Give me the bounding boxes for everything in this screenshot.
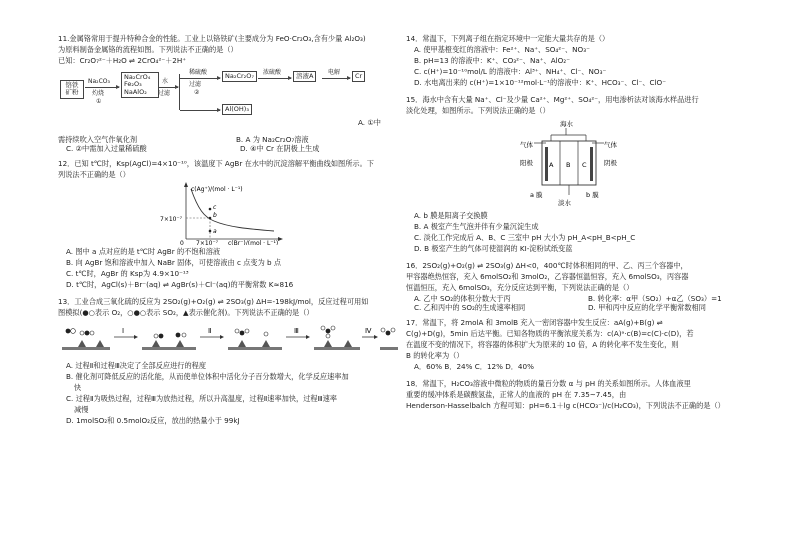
flow-filter1: 过滤	[158, 90, 171, 97]
q14-option-a: A. 使甲基橙变红的溶液中：Fe²⁺、Na⁺、SO₄²⁻、NO₃⁻	[414, 45, 590, 54]
graph-origin: 0	[180, 240, 184, 245]
stage-3	[228, 329, 282, 350]
graph-label-c: c	[213, 204, 217, 211]
catalyst-icon	[96, 340, 104, 347]
q18-stem-line1: 18．常温下，H₂CO₃溶液中微粒的物质的量百分数 α 与 pH 的关系如图所示。人体血液里	[406, 379, 691, 388]
o-atom-icon	[71, 329, 76, 334]
question-16	[406, 261, 746, 312]
q13-option-d: D. 1molSO₂和 0.5molO₂反应，放出的热量小于 99kJ	[66, 416, 240, 425]
flow-mix-2: Fe₂O₃	[124, 80, 142, 89]
stage-label-2: Ⅱ	[208, 327, 212, 335]
q11-option-c: C. ②中需加入过量稀硫酸	[66, 144, 147, 153]
membrane-a-label: a 膜	[530, 191, 543, 199]
graph-ylabel: c(Ag⁺)/(mol · L⁻¹)	[191, 186, 243, 193]
catalyst-surface-2	[142, 347, 196, 350]
q11-options-row1	[58, 135, 398, 144]
stage-final	[380, 328, 398, 350]
membrane-b-label: b 膜	[586, 191, 599, 199]
graph-label-a: a	[213, 228, 217, 235]
s-atom-icon	[240, 331, 245, 336]
q13-option-a: A. 过程Ⅱ和过程Ⅲ决定了全部反应进行的程度	[66, 361, 207, 370]
anode-electrode	[545, 147, 548, 181]
arrowhead-icon	[220, 335, 224, 339]
q17-stem-line3: 在温度不变的情况下，将容器的体积扩大为原来的 10 倍，A 的转化率不发生变化，则	[406, 340, 679, 349]
q16-stem-line2: 甲容器绝热恒容，充入 6molSO₂和 3molO₂，乙容器恒温恒容，充入 6molSO₃，丙容器	[406, 272, 689, 281]
arrowhead-icon	[306, 335, 310, 339]
graph-ytick: 7×10⁻⁷	[160, 216, 183, 223]
q17-stem-line2: C(g)+D(g)，5min 后达平衡。已知各物质的平衡浓度关系为：c(A)ᵃ·c(B)=c(C)·c(D)，若	[406, 329, 694, 338]
q13-stem-line1: 13．工业合成三氧化硫的反应为 2SO₂(g)+O₂(g) ⇌ 2SO₃(g) ΔH=-198kJ/mol，反应过程可用如	[58, 297, 369, 306]
flow-filter2: 过滤	[189, 81, 202, 88]
q15-option-a: A. b 膜是阳离子交换膜	[414, 211, 488, 220]
question-18	[406, 379, 746, 412]
q13-option-c-line1: C. 过程Ⅱ为吸热过程，过程Ⅲ为放热过程，所以升高温度，过程Ⅱ速率加快，过程Ⅲ速率	[66, 394, 337, 403]
q18-stem-line3: Henderson-Hasselbalch 方程可知：pH=6.1＋lg c(HCO₃⁻)/c(H₂CO₃)，下列说法不正确的是（）	[406, 401, 725, 410]
flow-mixture-box	[121, 72, 159, 98]
flow-cr-box: Cr	[352, 71, 365, 82]
q14-stem: 14．常温下，下列离子组在指定环境中一定能大量共存的是（）	[406, 34, 610, 43]
q11-stem-line2: 为原料制备金属铬的流程如图。下列说法不正确的是（）	[58, 45, 238, 54]
catalyst-surface-3	[228, 347, 282, 350]
catalyst-surface-1	[62, 347, 110, 350]
flow-mix-3: NaAlO₂	[124, 87, 147, 96]
q15-option-d: D. B 极室产生的气体可使湿润的 KI-淀粉试纸变蓝	[414, 244, 573, 253]
q16-options-row1	[406, 294, 746, 303]
q13-reaction-diagram	[58, 319, 398, 359]
chamber-c-label: C	[582, 161, 587, 169]
s-atom-icon	[386, 331, 391, 336]
catalyst-icon	[176, 340, 184, 347]
catalyst-icon	[78, 340, 86, 347]
s-atom-icon	[326, 329, 331, 334]
stage-2	[142, 333, 196, 350]
flow-hcl: 浓硫酸	[263, 69, 282, 76]
flow-s1-top: Na₂CO₃	[88, 78, 110, 85]
q17-options: A．60% B．24% C．12% D．40%	[414, 362, 534, 371]
stage-label-1: Ⅰ	[122, 327, 125, 335]
o-atom-icon	[176, 333, 181, 338]
catalyst-icon	[238, 340, 246, 347]
graph-y-arrow	[184, 182, 188, 187]
question-17	[406, 318, 746, 373]
o-atom-icon	[331, 326, 335, 330]
q16-option-b: B. 转化率：α甲（SO₂）+α乙（SO₃）=1	[588, 294, 722, 303]
flow-acid: 稀硫酸	[189, 69, 208, 76]
q11-stem-line1: 11.金属铬常用于提升特种合金的性能。工业上以铬铁矿(主要成分为 FeO·Cr₂O₃,含有少量 Al₂O₃)	[58, 34, 366, 43]
catalyst-surface-5	[380, 347, 398, 350]
q12-solubility-graph	[58, 181, 398, 245]
graph-point-b	[209, 217, 212, 220]
cathode-label: 阴极	[604, 159, 617, 167]
o2-molecule-icon	[66, 329, 71, 334]
flow-dichromate-box: Na₂Cr₂O₇	[222, 71, 257, 82]
q15-option-b: B. A 极室产生气泡并伴有少量沉淀生成	[414, 222, 539, 231]
graph-x-arrow	[278, 237, 283, 241]
q17-stem-line4: B 的转化率为（）	[406, 351, 464, 360]
cathode-electrode	[590, 147, 593, 181]
catalyst-surface-4	[314, 347, 360, 350]
flow-arrow-2	[158, 87, 178, 88]
q16-options-row2	[406, 303, 746, 312]
graph-point-a	[209, 230, 212, 233]
gas-right-label: 气体	[604, 141, 617, 149]
catalyst-icon	[324, 340, 332, 347]
flow-ore-box: 铬铁矿粉	[60, 80, 84, 99]
flow-arrow-3	[180, 78, 220, 79]
o-atom-icon	[182, 333, 186, 337]
o-atom-icon	[80, 331, 84, 335]
stage-4	[314, 326, 360, 350]
question-11	[58, 34, 398, 153]
flow-arrow-1	[85, 87, 119, 88]
q15-stem-line1: 15．海水中含有大量 Na⁺、Cl⁻及少量 Ca²⁺、Mg²⁺、SO₄²⁻，用电渗析法对该海水样品进行	[406, 95, 699, 104]
o-atom-icon	[264, 332, 268, 336]
arrowhead-icon	[374, 335, 378, 339]
catalyst-icon	[262, 340, 270, 347]
flow-aloh-box: Al(OH)₃	[222, 104, 252, 115]
q15-electrodialysis-diagram	[406, 117, 746, 209]
q16-stem-line3: 恒温恒压，充入 6molSO₃，充分反应达到平衡，下列说法正确的是（）	[406, 283, 634, 292]
q13-stem-line2: 图模拟(●○表示 O₂，○●○表示 SO₂，▲表示催化剂)。下列说法不正确的是（）	[58, 308, 314, 317]
q16-option-a: A. 乙中 SO₂的体积分数大于丙	[414, 294, 511, 303]
q11-option-a-start: A. ①中	[358, 118, 381, 127]
q18-stem-line2: 重要的缓冲体系是碳酸氢盐，正常人的血液的 pH 在 7.35~7.45，由	[406, 390, 627, 399]
q12-stem-line1: 12．已知 t℃时，Ksp(AgCl)=4×10⁻¹⁰，该温度下 AgBr 在水中的沉淀溶解平衡曲线如图所示。下	[58, 159, 374, 168]
q11-flowchart	[58, 70, 398, 130]
arrowhead-icon	[134, 335, 138, 339]
o-atom-icon	[235, 329, 239, 333]
s-atom-icon	[85, 331, 90, 336]
graph-curve	[191, 189, 274, 231]
flow-s1-bot: 灼烧	[92, 90, 105, 97]
flow-s1-num: ①	[96, 98, 102, 105]
graph-point-c	[209, 208, 212, 211]
q16-option-d: D. 甲和丙中反应的化学平衡常数相同	[588, 303, 706, 312]
question-12	[58, 159, 398, 291]
o-atom-icon	[381, 328, 385, 332]
o-atom-icon	[154, 334, 158, 338]
q12-stem-line2: 列说法不正确的是（）	[58, 170, 130, 179]
q16-stem-line1: 16．2SO₂(g)+O₂(g) ⇌ 2SO₃(g) ΔH<0，400℃时体积相同的甲、乙、丙三个容器中，	[406, 261, 688, 270]
q11-option-d: D. ④中 Cr 在阴极上生成	[240, 144, 320, 153]
flow-s2-num: ②	[194, 89, 200, 96]
q14-option-b: B. pH=13 的溶液中：K⁺、CO₃²⁻、Na⁺、AlO₂⁻	[414, 56, 570, 65]
stage-initial	[62, 329, 110, 350]
chamber-a-label: A	[549, 161, 554, 169]
s-atom-icon	[159, 334, 164, 339]
chamber-b-label: B	[566, 161, 571, 169]
q11-option-b: B. A 为 Na₂Cr₂O₇溶液	[236, 135, 309, 144]
q11-options-row2	[58, 144, 398, 153]
q17-stem-line1: 17．常温下，将 2molA 和 3molB 充入一密闭容器中发生反应：aA(g)+B(g) ⇌	[406, 318, 663, 327]
q14-option-d: D. 水电离出来的 c(H⁺)=1×10⁻¹²mol·L⁻¹的溶液中：K⁺、HCO₃⁻、Cl⁻、ClO⁻	[414, 78, 666, 87]
q11-given: 已知：Cr₂O₇²⁻＋H₂O ⇌ 2CrO₄²⁻＋2H⁺	[58, 56, 187, 65]
flow-water: 水	[162, 78, 169, 85]
question-14	[406, 34, 746, 89]
o-atom-icon	[321, 326, 325, 330]
left-column	[58, 34, 398, 433]
flow-mix-1: Na₂CrO₄	[124, 73, 151, 81]
o-atom-icon	[326, 334, 330, 338]
catalyst-icon	[152, 340, 160, 347]
q14-option-c: C. c(H⁺)=10⁻¹⁰mol/L 的溶液中：Al³⁺、NH₄⁺、Cl⁻、NO₃⁻	[414, 67, 607, 76]
q13-option-b-line2: 快	[74, 383, 82, 392]
flow-electro: 电解	[328, 69, 341, 76]
q15-option-c: C. 淡化工作完成后 A、B、C 三室中 pH 大小为 pH_A<pH_B<pH_C	[414, 233, 636, 242]
flow-solution-a-box: 溶液A	[293, 71, 316, 82]
q13-option-b-line1: B. 催化剂可降低反应的活化能，从而使单位体积中活化分子百分数增大，化学反应速率加	[66, 372, 349, 381]
fresh-water-label: 淡水	[558, 199, 571, 207]
o-atom-icon	[245, 329, 249, 333]
o-atom-icon	[391, 328, 395, 332]
right-column	[406, 34, 746, 418]
stage-label-4: Ⅳ	[365, 327, 372, 335]
q11-option-a-rest: 需持续吹入空气作氧化剂	[58, 135, 138, 144]
gas-left-label: 气体	[520, 141, 533, 149]
flow-arrow-6	[180, 110, 220, 111]
graph-xlabel: c(Br⁻)/(mol · L⁻¹)	[228, 240, 279, 245]
flow-arrow-5	[322, 78, 350, 79]
anode-label: 阳极	[520, 159, 533, 167]
q12-option-d: D. t℃时，AgCl(s)＋Br⁻(aq) ⇌ AgBr(s)＋Cl⁻(aq)的平衡常数 K≈816	[66, 280, 294, 289]
q16-option-c: C. 乙和丙中的 SO₂的生成速率相同	[414, 303, 526, 312]
question-13	[58, 297, 398, 427]
q13-option-c-line2: 减慢	[74, 405, 89, 414]
flow-arrow-4	[258, 78, 291, 79]
stage-label-3: Ⅲ	[294, 327, 299, 335]
graph-label-b: b	[213, 212, 217, 219]
q15-stem-line2: 淡化处理，如图所示。下列说法正确的是（）	[406, 106, 550, 115]
flow-split-line	[179, 74, 180, 110]
graph-xtick: 7×10⁻⁷	[196, 240, 219, 245]
question-15	[406, 95, 746, 255]
o-atom-icon	[90, 331, 94, 335]
q12-option-c: C. t℃时，AgBr 的 Ksp为 4.9×10⁻¹³	[66, 269, 189, 278]
q12-option-a: A. 图中 a 点对应的是 t℃时 AgBr 的不饱和溶液	[66, 247, 221, 256]
q12-option-b: B. 向 AgBr 饱和溶液中加入 NaBr 固体，可使溶液由 c 点变为 b 点	[66, 258, 282, 267]
diagram-sea-label: 海水	[560, 120, 573, 128]
catalyst-icon	[344, 340, 352, 347]
